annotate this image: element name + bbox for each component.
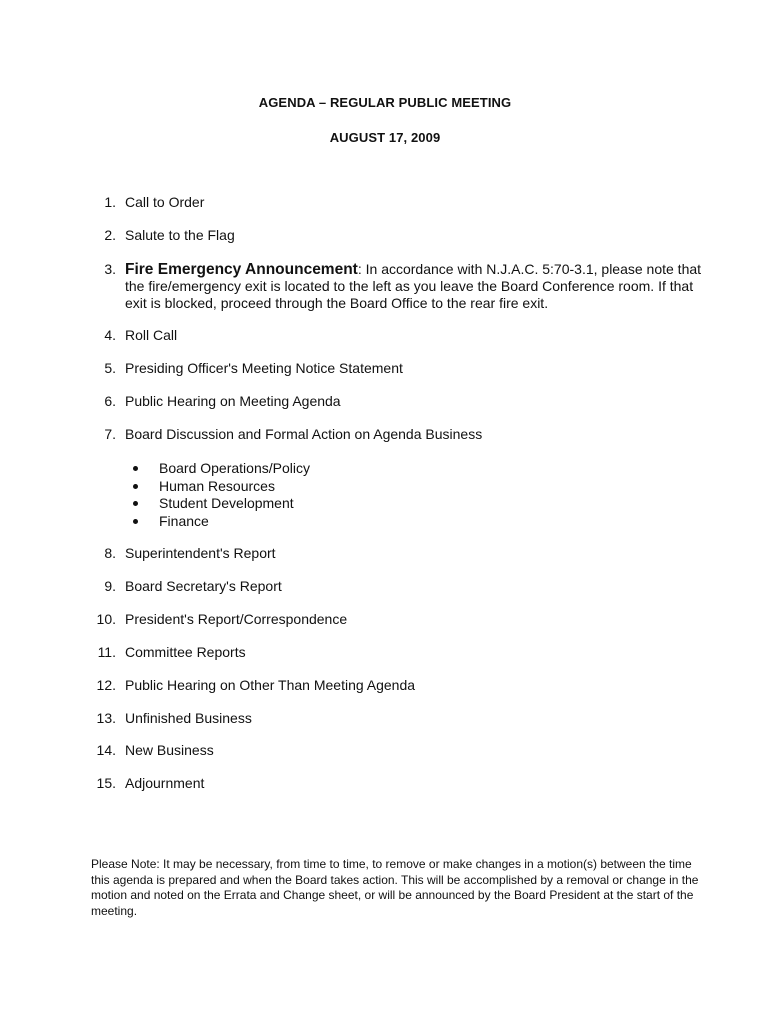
item-number: 15.	[96, 775, 116, 791]
bullet-icon	[133, 484, 138, 489]
bullet-label: Human Resources	[159, 477, 275, 494]
item-text: Superintendent's Report	[125, 545, 276, 561]
item-number: 7.	[104, 426, 116, 442]
item-text	[125, 261, 715, 312]
bullet-icon	[133, 466, 138, 471]
agenda-title: AGENDA – REGULAR PUBLIC MEETING	[258, 95, 512, 110]
item-number: 12.	[96, 677, 116, 693]
item-number: 8.	[104, 545, 116, 561]
item-number: 1.	[104, 194, 116, 210]
bullet-label: Board Operations/Policy	[159, 460, 310, 476]
item-text: Roll Call	[125, 327, 178, 343]
item-number: 3.	[104, 261, 116, 277]
meeting-date: AUGUST 17, 2009	[329, 130, 441, 145]
item-text: Adjournment	[125, 775, 205, 791]
bullet-label: Finance	[159, 512, 209, 529]
item-text: Presiding Officer's Meeting Notice Statement	[125, 360, 403, 376]
item-text: Public Hearing on Meeting Agenda	[125, 393, 341, 409]
bullet-icon	[133, 501, 138, 506]
item-body: : In accordance with N.J.A.C. 5:70-3.1, please note that the fire/emergency exit is located to the left as you leave the Board Conference room. If that exit is blocked, proceed through the Board Office to the rear fire exit.	[125, 261, 702, 311]
item-number: 6.	[104, 393, 116, 409]
item-text: Committee Reports	[125, 644, 246, 660]
item-number: 14.	[96, 742, 116, 758]
item-number: 10.	[96, 611, 116, 627]
item-text: New Business	[125, 742, 214, 758]
item-text: Board Discussion and Formal Action on Agenda Business	[125, 426, 483, 442]
item-text: Call to Order	[125, 194, 205, 210]
item-number: 5.	[104, 360, 116, 376]
item-text: Public Hearing on Other Than Meeting Agenda	[125, 677, 416, 693]
item-number: 13.	[96, 710, 116, 726]
item-number: 2.	[104, 227, 116, 243]
bullet-label: Student Development	[159, 495, 294, 511]
bullet-icon	[133, 519, 138, 524]
item-text: Board Secretary's Report	[125, 578, 282, 594]
item-number: 9.	[104, 578, 116, 594]
item-number: 11.	[97, 644, 116, 660]
footer-note: Please Note: It may be necessary, from time to time, to remove or make changes in a motion(s) between the time this agenda is prepared and when the Board takes action. This will be accomplished by a removal or change in the motion and noted on the Errata and Change sheet, or will be announced by the Board President at the start of the meeting.	[91, 857, 699, 918]
item-number: 4.	[104, 327, 116, 343]
item-text: President's Report/Correspondence	[125, 611, 348, 627]
item-text: Salute to the Flag	[125, 227, 235, 243]
item-lead: Fire Emergency Announcement	[125, 261, 358, 278]
item-text: Unfinished Business	[125, 710, 252, 726]
